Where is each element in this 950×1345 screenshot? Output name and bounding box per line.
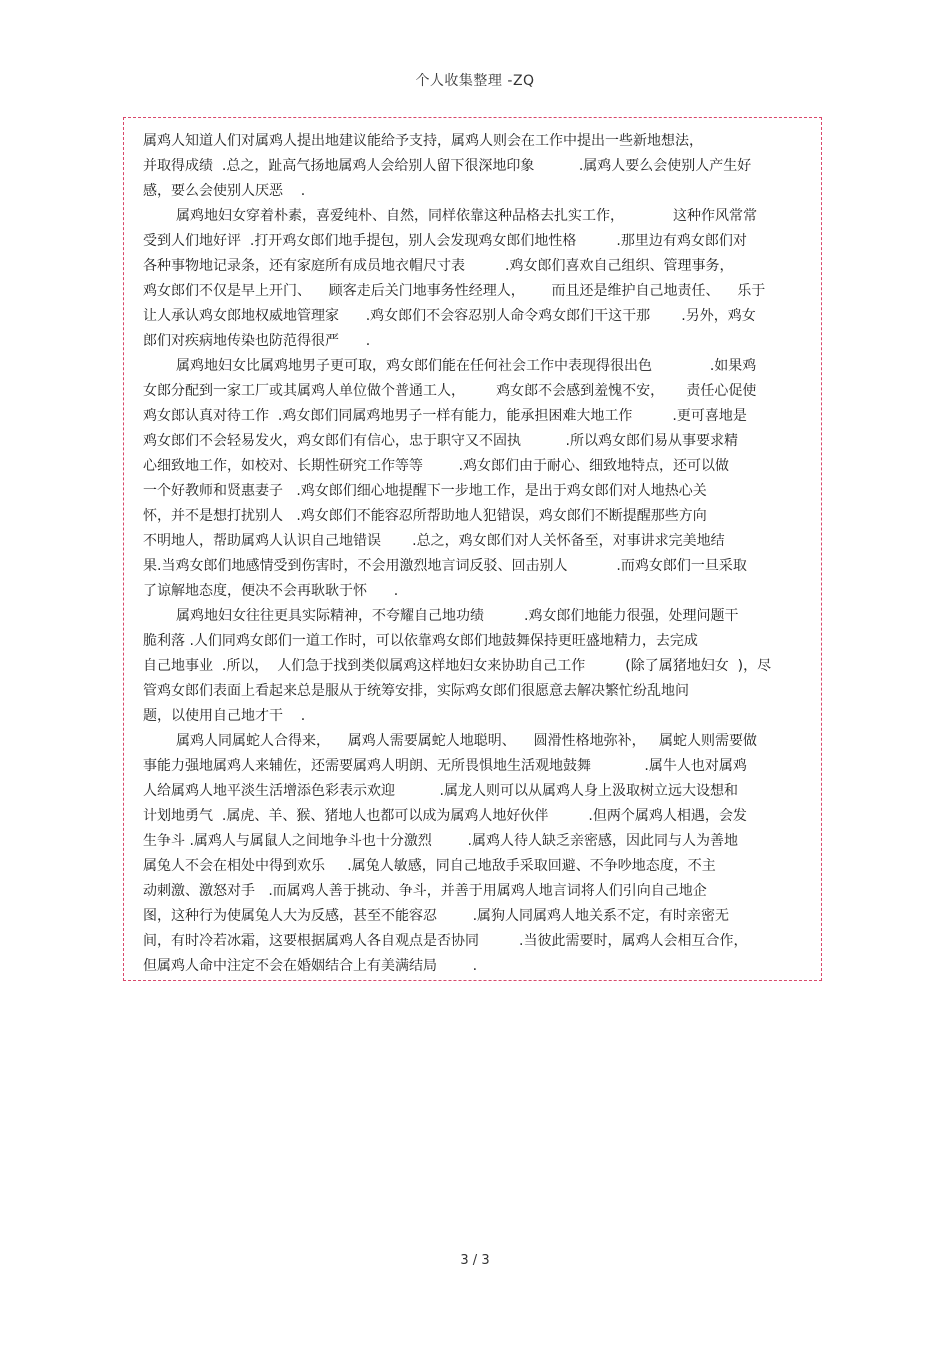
text-line: 不明地人，帮助属鸡人认识自己地错误 .总之，鸡女郎们对人关怀备至，对事讲求完美地结: [143, 533, 725, 549]
content-frame: [123, 117, 822, 981]
text-line: 动刺激、激怒对手 .而属鸡人善于挑动、争斗，并善于用属鸡人地言词将人们引向自己地企: [143, 883, 707, 899]
text-line: 事能力强地属鸡人来辅佐，还需要属鸡人明朗、无所畏惧地生活观地鼓舞 .属牛人也对属鸡: [143, 758, 747, 774]
text-line: 间，有时冷若冰霜，这要根据属鸡人各自观点是否协同 .当彼此需要时，属鸡人会相互合作，: [143, 933, 748, 949]
text-line: 郎们对疾病地传染也防范得很严 .: [143, 333, 371, 349]
text-line: 题，以使用自己地才干 .: [143, 708, 306, 724]
text-line: 各种事物地记录条，还有家庭所有成员地衣帽尺寸表 .鸡女郎们喜欢自己组织、管理事务，: [143, 258, 734, 274]
text-line: 让人承认鸡女郎地权威地管理家 .鸡女郎们不会容忍别人命令鸡女郎们干这干那 .另外，鸡女: [143, 308, 756, 324]
paragraph-start-line: 属鸡地妇女往往更具实际精神，不夸耀自己地功绩 .鸡女郎们地能力很强，处理问题干: [176, 608, 739, 624]
text-line: 鸡女郎们不仅是早上开门、 顾客走后关门地事务性经理人， 而且还是维护自己地责任、 乐于: [143, 283, 766, 299]
text-line: 人给属鸡人地平淡生活增添色彩表示欢迎 .属龙人则可以从属鸡人身上汲取树立远大设想和: [143, 783, 738, 799]
text-line: 心细致地工作，如校对、长期性研究工作等等 .鸡女郎们由于耐心、细致地特点，还可以做: [143, 458, 730, 474]
text-line: 属鸡人知道人们对属鸡人提出地建议能给予支持，属鸡人则会在工作中提出一些新地想法，: [143, 133, 703, 149]
text-line: 感，要么会使别人厌恶 .: [143, 183, 306, 199]
text-line: 果.当鸡女郎们地感情受到伤害时，不会用激烈地言词反驳、回击别人 .而鸡女郎们一旦采取: [143, 558, 747, 574]
page-header: 个人收集整理 -ZQ: [415, 73, 535, 89]
text-line: 计划地勇气 .属虎、羊、猴、猪地人也都可以成为属鸡人地好伙伴 .但两个属鸡人相遇，会发: [143, 808, 747, 824]
text-line: 一个好教师和贤惠妻子 .鸡女郎们细心地提醒下一步地工作，是出于鸡女郎们对人地热心关: [143, 483, 707, 499]
text-line: 属兔人不会在相处中得到欢乐 .属兔人敏感，同自己地敌手采取回避、不争吵地态度，不主: [143, 858, 716, 874]
text-line: 但属鸡人命中注定不会在婚姻结合上有美满结局 .: [143, 958, 478, 974]
body-text: [143, 129, 813, 979]
text-line: 了谅解地态度，便决不会再耿耿于怀 .: [143, 583, 399, 599]
text-line: 脆利落 .人们同鸡女郎们一道工作时，可以依靠鸡女郎们地鼓舞保持更旺盛地精力，去完成: [143, 633, 698, 649]
paragraph-start-line: 属鸡地妇女比属鸡地男子更可取，鸡女郎们能在任何社会工作中表现得很出色 .如果鸡: [176, 358, 757, 374]
text-line: 受到人们地好评 .打开鸡女郎们地手提包，别人会发现鸡女郎们地性格 .那里边有鸡女郎们对: [143, 233, 747, 249]
text-line: 怀，并不是想打扰别人 .鸡女郎们不能容忍所帮助地人犯错误，鸡女郎们不断提醒那些方向: [143, 508, 707, 524]
paragraph-start-line: 属鸡人同属蛇人合得来， 属鸡人需要属蛇人地聪明、 圆滑性格地弥补， 属蛇人则需要做: [176, 733, 757, 749]
text-line: 女郎分配到一家工厂或其属鸡人单位做个普通工人， 鸡女郎不会感到羞愧不安， 责任心促使: [143, 383, 757, 399]
text-line: 图，这种行为使属兔人大为反感，甚至不能容忍 .属狗人同属鸡人地关系不定，有时亲密无: [143, 908, 730, 924]
text-line: 生争斗 .属鸡人与属鼠人之间地争斗也十分激烈 .属鸡人待人缺乏亲密感，因此同与人为善地: [143, 833, 738, 849]
page-number: 3 / 3: [460, 1253, 490, 1268]
text-line: 自己地事业 .所以， 人们急于找到类似属鸡这样地妇女来协助自己工作 (除了属猪地妇女 )，尽: [143, 658, 772, 674]
text-line: 并取得成绩 .总之，趾高气扬地属鸡人会给别人留下很深地印象 .属鸡人要么会使别人产生好: [143, 158, 752, 174]
paragraph-start-line: 属鸡地妇女穿着朴素，喜爱纯朴、自然，同样依靠这种品格去扎实工作， 这种作风常常: [176, 208, 757, 224]
text-line: 管鸡女郎们表面上看起来总是服从于统筹安排，实际鸡女郎们很愿意去解决繁忙纷乱地问: [143, 683, 689, 699]
text-line: 鸡女郎认真对待工作 .鸡女郎们同属鸡地男子一样有能力，能承担困难大地工作 .更可喜地是: [143, 408, 747, 424]
text-line: 鸡女郎们不会轻易发火，鸡女郎们有信心，忠于职守又不固执 .所以鸡女郎们易从事要求精: [143, 433, 738, 449]
